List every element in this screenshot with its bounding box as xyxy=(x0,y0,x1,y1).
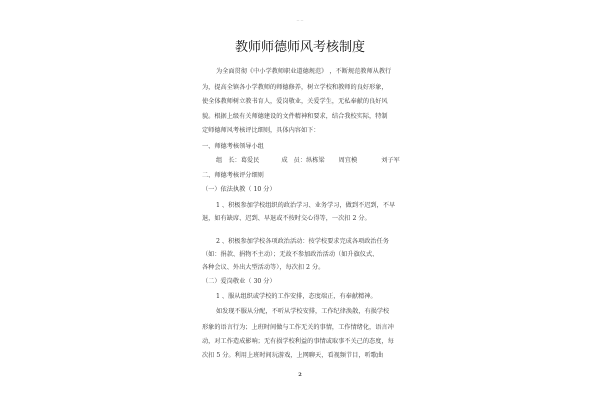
section-heading-scoring: 二、师德考核评分细则 xyxy=(202,172,264,179)
item-text: （如：捐款、捐物不主动）；无故不参加政治活动（如升旗仪式、 xyxy=(202,251,379,258)
item-text: 次扣 5 分。利用上班时间玩游戏，上网聊天，看视频节目，听歌曲 xyxy=(202,352,384,359)
member-name: 刘子军 xyxy=(381,157,400,164)
intro-line: 使全体教师树立教书育人，爱岗敬业，关爱学生，无私奉献的良好风 xyxy=(202,98,388,105)
page-number: 2 xyxy=(298,372,302,378)
intro-line: 定师德师风考核评比细则，具体内容如下： xyxy=(202,127,320,134)
item-text: 1 、积极参加学校组织的政治学习、业务学习，做到不迟到，不早 xyxy=(216,202,396,209)
intro-line: 为全面贯彻《中小学教师职业道德规范》 ，不断规范教师从教行 xyxy=(216,68,392,75)
leader-name: 葛爱民 xyxy=(240,157,260,164)
intro-line: 为，提高全镇各小学教师的师德修养，树立学校和教师的良好形象， xyxy=(202,84,388,91)
leader-label: 组 长： xyxy=(216,157,241,164)
item-text: 各种会议、外出大型活动等），每次扣 2 分。 xyxy=(202,264,325,271)
item-text: 形象的语言行为；上班时间做与工作无关的事情，工作情绪化，语言冲 xyxy=(202,324,394,331)
item-text: 如发现不服从分配，不听从学校安排，工作纪律涣散，有损学校 xyxy=(216,308,390,315)
leadership-roster xyxy=(216,157,446,165)
member-name: 周宜模 xyxy=(338,157,358,164)
subsection-heading-law: （一）依法执教（ 10 分） xyxy=(202,186,276,193)
member-label: 成 员： xyxy=(281,157,307,164)
member-name: 纵栋梁 xyxy=(306,157,325,164)
intro-line: 貌。根据上级有关师德建设的文件精神和要求，结合我校实际，特制 xyxy=(202,113,388,120)
document-title: 教师师德师风考核制度 xyxy=(234,40,365,55)
page-header-mark: -- -- xyxy=(296,18,304,23)
item-text: 1 、服从组织或学校的工作安排，态度端正，有奉献精神。 xyxy=(216,293,377,300)
subsection-heading-dedication: （二）爱岗敬业（ 30 分） xyxy=(202,278,276,285)
page-footer xyxy=(0,372,600,378)
item-text: 2 、积极参加学校各项政治活动：按学校要求完成各项政治任务 xyxy=(216,238,389,245)
section-heading-leadership: 一、师德考核领导小组 xyxy=(202,143,264,150)
item-text: 退，如有缺席、迟到、早退或不按时交心得等，一次扣 2 分。 xyxy=(202,215,371,222)
item-text: 动，对工作造成影响；无有损学校利益的事情或取事不关己的态度，每 xyxy=(202,338,394,345)
